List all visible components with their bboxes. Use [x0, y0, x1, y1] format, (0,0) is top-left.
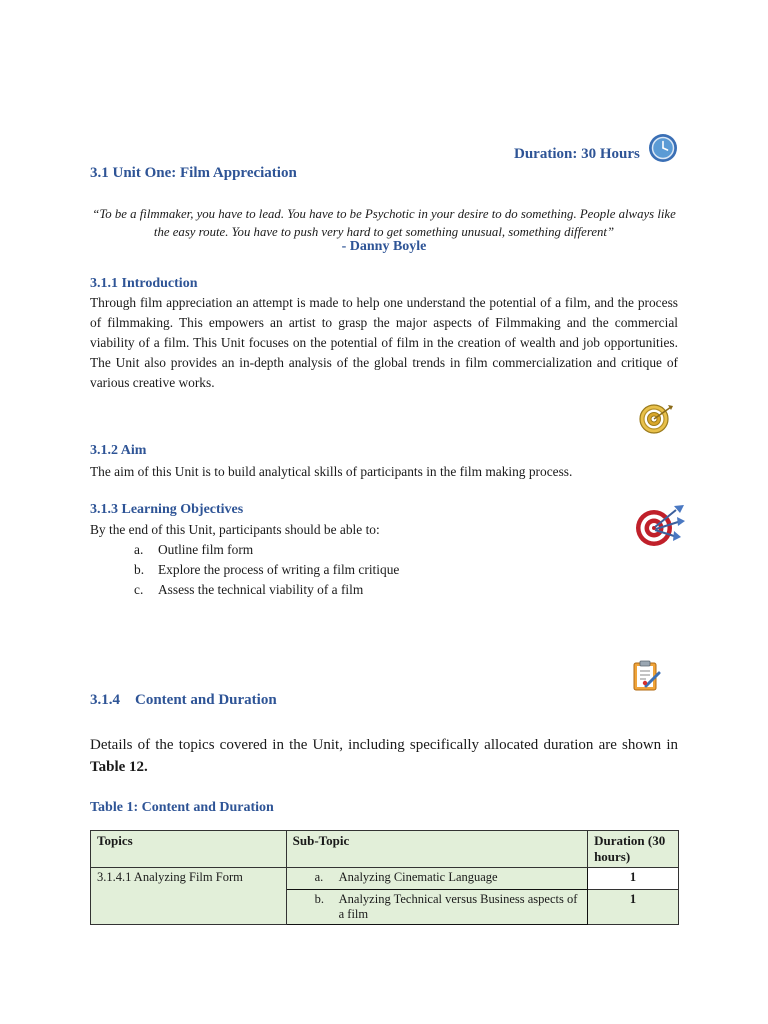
aim-paragraph: The aim of this Unit is to build analytical skills of participants in the film making process.: [90, 464, 573, 479]
list-item-text: Explore the process of writing a film critique: [158, 562, 400, 577]
duration-cell: 1: [588, 890, 679, 925]
subtopic-cell: [286, 868, 587, 890]
duration-label: Duration: 30 Hours: [514, 146, 640, 162]
table-caption: Table 1: Content and Duration: [90, 800, 274, 815]
subtopic-letter: a.: [314, 870, 324, 884]
topic-cell: 3.1.4.1 Analyzing Film Form: [91, 868, 287, 925]
introduction-paragraph: Through film appreciation an attempt is made to help one understand the potential of a film, and the process of filmmaking. This empowers an artist to grasp the major aspects of Filmmaking and the commercial viability of a film. This Unit focuses on the potential of film in the creation of wealth and job opportunities. The Unit also provides an in-depth analysis of the global trends in film commercialization and critique of various creative works.: [90, 295, 678, 390]
duration-cell: 1: [588, 868, 679, 890]
dartboard-icon: [634, 502, 686, 550]
learning-objectives-intro: By the end of this Unit, participants should be able to:: [90, 522, 380, 537]
target-icon: [637, 403, 675, 435]
objectives-list: [134, 540, 399, 600]
list-item-text: Assess the technical viability of a film: [158, 582, 364, 597]
quote-text: “To be a filmmaker, you have to lead. You have to be Psychotic in your desire to do something. People always like the easy route. You have to push very hard to get something unusual, something different”: [92, 207, 676, 239]
list-item-letter: c.: [134, 582, 144, 597]
subtopic-cell: [286, 890, 587, 925]
header-subtopic: Sub-Topic: [286, 831, 587, 868]
unit-title: 3.1 Unit One: Film Appreciation: [90, 165, 297, 181]
content-duration-heading: 3.1.4 Content and Duration: [90, 692, 277, 708]
list-item: [134, 560, 399, 580]
list-item-letter: b.: [134, 562, 145, 577]
details-paragraph: [90, 734, 678, 778]
list-item: [134, 540, 399, 560]
table-reference: Table 12.: [90, 759, 148, 775]
list-item-letter: a.: [134, 542, 144, 557]
table-row: [91, 868, 679, 890]
subtopic-letter: b.: [314, 892, 324, 906]
header-topics: Topics: [91, 831, 287, 868]
subtopic-text: Analyzing Cinematic Language: [338, 870, 498, 884]
clock-icon: [648, 133, 678, 163]
learning-objectives-heading: 3.1.3 Learning Objectives: [90, 502, 244, 517]
details-text: Details of the topics covered in the Unit, including specifically allocated duration are shown in: [90, 737, 678, 753]
subtopic-text: Analyzing Technical versus Business aspects of a film: [338, 892, 578, 921]
content-duration-table: [90, 830, 679, 919]
clipboard-icon: [632, 660, 662, 692]
quote-author: - Danny Boyle: [341, 239, 427, 254]
header-duration: Duration (30 hours): [588, 831, 679, 868]
list-item: [134, 580, 399, 600]
aim-heading: 3.1.2 Aim: [90, 443, 147, 458]
list-item-text: Outline film form: [158, 542, 254, 557]
introduction-heading: 3.1.1 Introduction: [90, 276, 198, 291]
